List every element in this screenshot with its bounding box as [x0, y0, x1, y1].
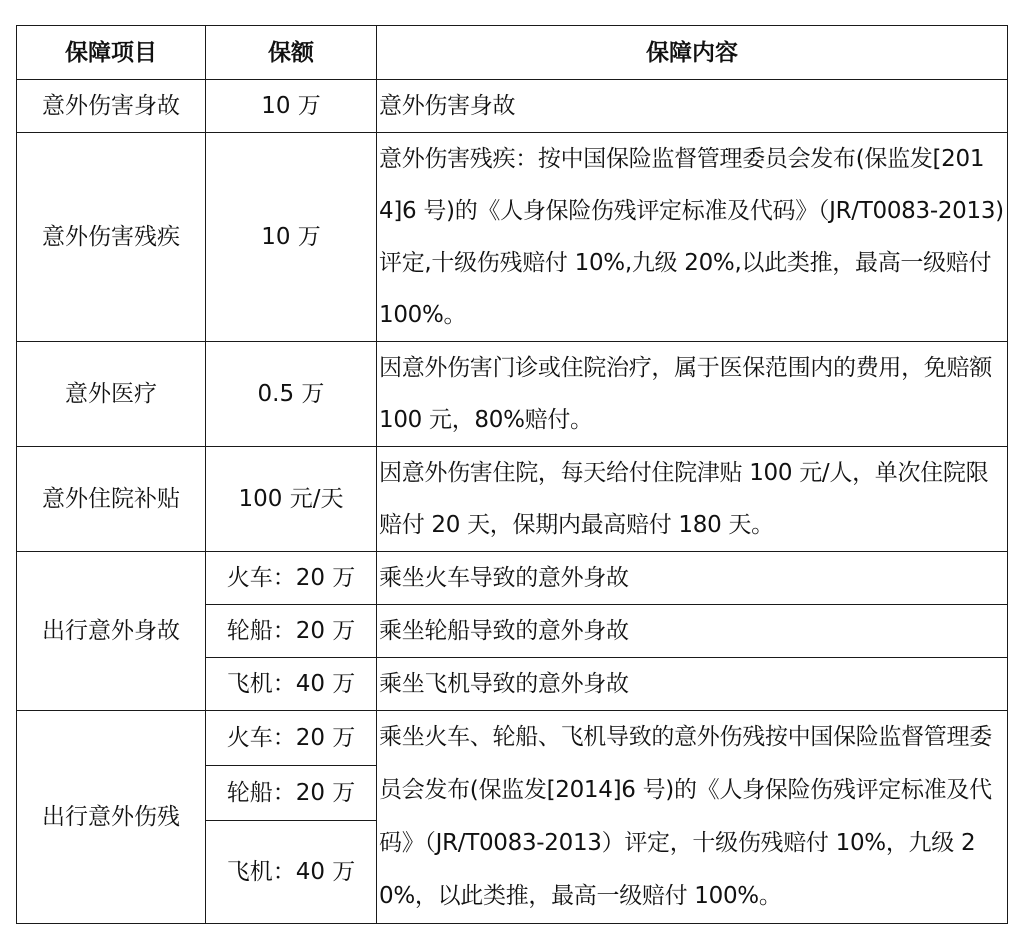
cell-content: 乘坐轮船导致的意外身故 [377, 605, 1008, 658]
cell-amount: 轮船：20 万 [206, 605, 377, 658]
cell-item: 意外伤害残疾 [17, 133, 206, 342]
cell-amount: 火车：20 万 [206, 711, 377, 766]
cell-item: 意外住院补贴 [17, 447, 206, 552]
cell-content: 意外伤害残疾：按中国保险监督管理委员会发布(保监发[2014]6 号)的《人身保险伤残评定标准及代码》（JR/T0083-2013)评定,十级伤残赔付 10%,九级 20%,以此类推，最高一级赔付 100%。 [377, 133, 1008, 342]
cell-amount: 10 万 [206, 133, 377, 342]
header-amount: 保额 [206, 26, 377, 80]
cell-amount: 10 万 [206, 80, 377, 133]
table-row [17, 133, 1008, 342]
table-row [17, 711, 1008, 766]
cell-content: 因意外伤害门诊或住院治疗，属于医保范围内的费用，免赔额 100 元，80%赔付。 [377, 342, 1008, 447]
cell-amount: 100 元/天 [206, 447, 377, 552]
table-row [17, 552, 1008, 605]
cell-content: 乘坐火车导致的意外身故 [377, 552, 1008, 605]
table-row [17, 447, 1008, 552]
cell-item: 出行意外身故 [17, 552, 206, 711]
cell-content: 乘坐火车、轮船、飞机导致的意外伤残按中国保险监督管理委员会发布(保监发[2014]6 号)的《人身保险伤残评定标准及代码》（JR/T0083-2013）评定，十级伤残赔付 10%，九级 20%，以此类推，最高一级赔付 100%。 [377, 711, 1008, 924]
table-row [17, 80, 1008, 133]
cell-item: 意外伤害身故 [17, 80, 206, 133]
cell-amount: 火车：20 万 [206, 552, 377, 605]
table-row [17, 342, 1008, 447]
cell-item: 出行意外伤残 [17, 711, 206, 924]
cell-item: 意外医疗 [17, 342, 206, 447]
cell-amount: 0.5 万 [206, 342, 377, 447]
cell-content: 乘坐飞机导致的意外身故 [377, 658, 1008, 711]
header-item: 保障项目 [17, 26, 206, 80]
cell-content: 意外伤害身故 [377, 80, 1008, 133]
cell-amount: 轮船：20 万 [206, 766, 377, 821]
header-row [17, 26, 1008, 80]
cell-content: 因意外伤害住院，每天给付住院津贴 100 元/人，单次住院限赔付 20 天，保期内最高赔付 180 天。 [377, 447, 1008, 552]
cell-amount: 飞机：40 万 [206, 821, 377, 924]
cell-amount: 飞机：40 万 [206, 658, 377, 711]
header-content: 保障内容 [377, 26, 1008, 80]
coverage-table [16, 25, 1008, 924]
